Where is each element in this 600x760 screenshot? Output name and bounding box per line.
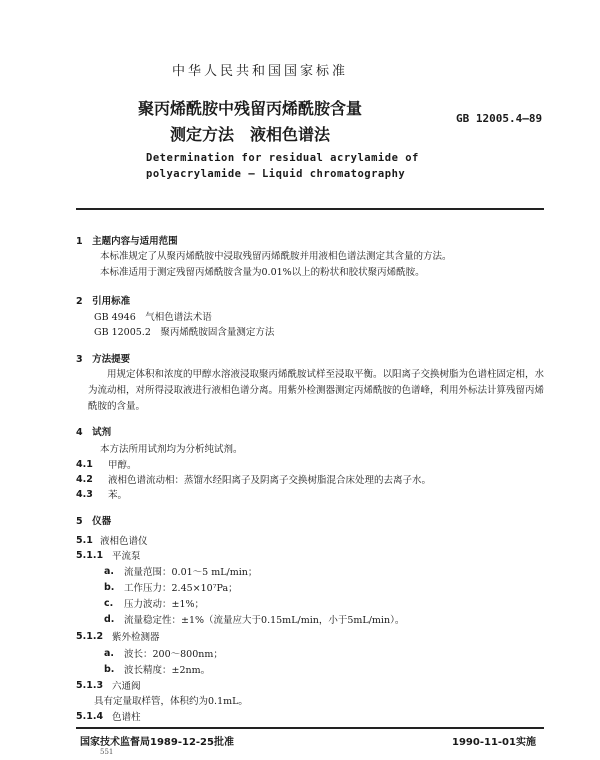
item-5-1-text: 液相色谱仪 — [100, 536, 148, 547]
section-1-para-2: 本标准适用于测定残留丙烯酰胺含量为0.01%以上的粉状和胶状聚丙烯酰胺。 — [100, 267, 425, 278]
section-1-para-1: 本标准规定了从聚丙烯酰胺中浸取残留丙烯酰胺并用液相色谱法测定其含量的方法。 — [100, 251, 452, 262]
standard-code: GB 12005.4—89 — [456, 112, 543, 125]
pump-spec-c: 压力波动：±1%； — [124, 599, 205, 610]
pump-spec-a: 流量范围：0.01～5 mL/min； — [124, 567, 258, 578]
detector-spec-b-label: b. — [104, 664, 115, 675]
item-5-1-3-number: 5.1.3 — [76, 680, 104, 691]
section-4-para: 本方法所用试剂均为分析纯试剂。 — [100, 444, 243, 455]
title-cn-line2: 测定方法 液相色谱法 — [170, 125, 331, 144]
item-4-3-text: 苯。 — [108, 490, 128, 501]
title-en-line2: polyacrylamide — Liquid chromatography — [146, 168, 406, 180]
item-4-3-number: 4.3 — [76, 489, 93, 500]
item-5-1-number: 5.1 — [76, 535, 93, 546]
approval-info: 国家技术监督局1989-12-25批准 — [80, 737, 234, 748]
title-cn-line1: 聚丙烯酰胺中残留丙烯酰胺含量 — [138, 99, 363, 118]
pump-spec-d-label: d. — [104, 614, 115, 625]
detector-spec-a-label: a. — [104, 648, 115, 659]
reference-2: GB 12005.2 聚丙烯酰胺固含量测定方法 — [94, 327, 275, 338]
section-5-heading: 5 仪器 — [76, 516, 112, 527]
item-5-1-3-para: 具有定量取样管，体积约为0.1mL。 — [94, 696, 248, 707]
pump-spec-c-label: c. — [104, 598, 114, 609]
footer-divider — [76, 727, 544, 729]
pump-spec-b: 工作压力：2.45×10⁷Pa； — [124, 583, 238, 594]
item-4-2-text: 液相色谱流动相：蒸馏水经阳离子及阴离子交换树脂混合床处理的去离子水。 — [108, 475, 432, 486]
item-5-1-3-text: 六通阀 — [112, 681, 141, 692]
section-3-para: 用规定体积和浓度的甲醇水溶液浸取聚丙烯酰胺试样至浸取平衡。以阳离子交换树脂为色谱柱固定相，水为流动相，对所得浸取液进行液相色谱分离。用紫外检测器测定丙烯酰胺的色谱峰，利用外标法计算残留丙烯酰胺的含量。 — [88, 369, 545, 412]
pump-spec-a-label: a. — [104, 566, 115, 577]
item-4-1-text: 甲醇。 — [108, 460, 137, 471]
item-4-1-number: 4.1 — [76, 459, 93, 470]
pump-spec-d: 流量稳定性：±1%（流量应大于0.15mL/min，小于5mL/min）。 — [124, 615, 405, 626]
item-5-1-4-number: 5.1.4 — [76, 711, 104, 722]
section-1-heading: 1 主题内容与适用范围 — [76, 236, 178, 247]
item-5-1-2-text: 紫外检测器 — [112, 632, 160, 643]
implementation-date: 1990-11-01实施 — [452, 737, 536, 748]
section-4-heading: 4 试剂 — [76, 427, 112, 438]
item-4-2-number: 4.2 — [76, 474, 93, 485]
item-5-1-1-number: 5.1.1 — [76, 550, 104, 561]
detector-spec-b: 波长精度：±2nm。 — [124, 665, 211, 676]
section-2-heading: 2 引用标准 — [76, 296, 131, 307]
detector-spec-a: 波长：200～800nm； — [124, 649, 223, 660]
title-en-line1: Determination for residual acrylamide of — [146, 152, 419, 164]
section-3-heading: 3 方法提要 — [76, 354, 131, 365]
reference-1: GB 4946 气相色谱法术语 — [94, 312, 212, 323]
item-5-1-4-text: 色谱柱 — [112, 712, 141, 723]
page-mark: 551 — [100, 748, 114, 756]
item-5-1-1-text: 平流泵 — [112, 551, 141, 562]
pump-spec-b-label: b. — [104, 582, 115, 593]
standard-type: 中华人民共和国国家标准 — [171, 64, 348, 79]
header-divider — [76, 208, 544, 210]
item-5-1-2-number: 5.1.2 — [76, 631, 104, 642]
